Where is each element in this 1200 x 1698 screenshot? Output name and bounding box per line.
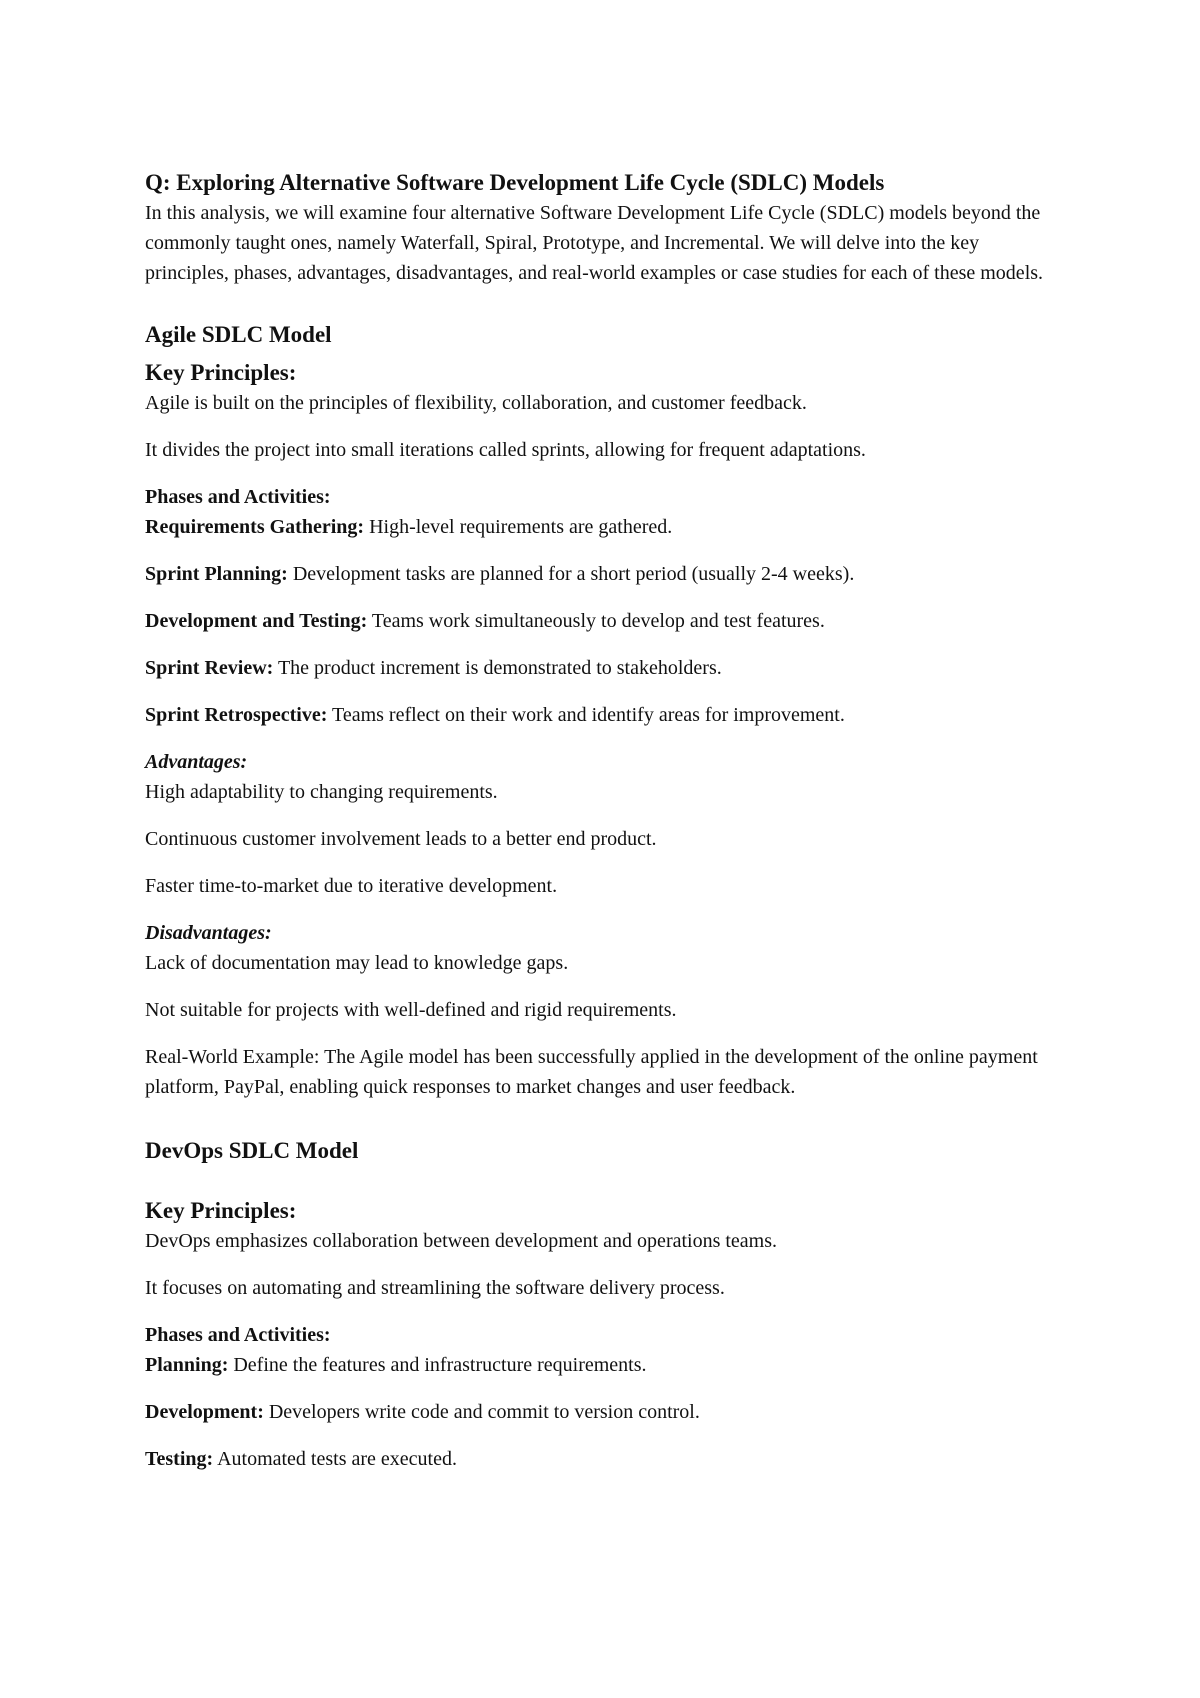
agile-phase bbox=[145, 512, 1065, 542]
agile-key-principles-heading: Key Principles: bbox=[145, 360, 297, 385]
phase-text: Developers write code and commit to version control. bbox=[263, 1401, 700, 1423]
phase-text: Development tasks are planned for a short period (usually 2-4 weeks). bbox=[287, 563, 855, 585]
phase-term: Sprint Review: bbox=[145, 657, 274, 679]
agile-phase bbox=[145, 700, 1065, 730]
phase-term: Sprint Planning: bbox=[145, 563, 288, 585]
agile-heading: Agile SDLC Model bbox=[145, 322, 332, 347]
phase-text: Teams reflect on their work and identify areas for improvement. bbox=[327, 704, 845, 726]
devops-principle: It focuses on automating and streamlining the software delivery process. bbox=[145, 1277, 725, 1299]
phase-text: Define the features and infrastructure requirements. bbox=[228, 1354, 647, 1376]
intro-paragraph: In this analysis, we will examine four alternative Software Development Life Cycle (SDLC) models beyond the commonly taught ones, namely Waterfall, Spiral, Prototype, and Incremental. We will delve into the key principles, phases, advantages, disadvantages, and real-world examples or case studies for each of these models. bbox=[145, 202, 1044, 284]
phase-text: Automated tests are executed. bbox=[213, 1448, 457, 1470]
devops-phase bbox=[145, 1397, 1065, 1427]
devops-key-principles-heading: Key Principles: bbox=[145, 1198, 297, 1223]
devops-phase bbox=[145, 1350, 1065, 1380]
agile-phase bbox=[145, 559, 1065, 589]
agile-disadvantage: Lack of documentation may lead to knowledge gaps. bbox=[145, 952, 569, 974]
agile-phases-heading: Phases and Activities: bbox=[145, 486, 331, 508]
agile-disadvantages-heading: Disadvantages: bbox=[145, 922, 272, 944]
agile-principle: Agile is built on the principles of flexibility, collaboration, and customer feedback. bbox=[145, 392, 807, 414]
phase-term: Sprint Retrospective: bbox=[145, 704, 328, 726]
phase-text: The product increment is demonstrated to stakeholders. bbox=[273, 657, 722, 679]
devops-phases-heading: Phases and Activities: bbox=[145, 1324, 331, 1346]
devops-principle: DevOps emphasizes collaboration between development and operations teams. bbox=[145, 1230, 778, 1252]
agile-disadvantage: Not suitable for projects with well-defined and rigid requirements. bbox=[145, 999, 677, 1021]
phase-term: Development and Testing: bbox=[145, 610, 368, 632]
phase-term: Planning: bbox=[145, 1354, 229, 1376]
agile-advantage: Continuous customer involvement leads to a better end product. bbox=[145, 828, 657, 850]
phase-term: Requirements Gathering: bbox=[145, 516, 365, 538]
agile-real-world-example: Real-World Example: The Agile model has been successfully applied in the development of the online payment platform, PayPal, enabling quick responses to market changes and user feedback. bbox=[145, 1046, 1038, 1098]
devops-phase bbox=[145, 1444, 1065, 1474]
agile-principle: It divides the project into small iterations called sprints, allowing for frequent adaptations. bbox=[145, 439, 866, 461]
phase-text: Teams work simultaneously to develop and test features. bbox=[367, 610, 825, 632]
agile-advantage: High adaptability to changing requirements. bbox=[145, 781, 498, 803]
phase-term: Development: bbox=[145, 1401, 264, 1423]
agile-advantage: Faster time-to-market due to iterative development. bbox=[145, 875, 558, 897]
agile-phase bbox=[145, 606, 1065, 636]
phase-term: Testing: bbox=[145, 1448, 214, 1470]
agile-advantages-heading: Advantages: bbox=[145, 751, 248, 773]
agile-phase bbox=[145, 653, 1065, 683]
phase-text: High-level requirements are gathered. bbox=[364, 516, 673, 538]
document-page bbox=[145, 168, 1065, 1491]
devops-heading: DevOps SDLC Model bbox=[145, 1138, 359, 1163]
document-title: Q: Exploring Alternative Software Development Life Cycle (SDLC) Models bbox=[145, 170, 885, 195]
